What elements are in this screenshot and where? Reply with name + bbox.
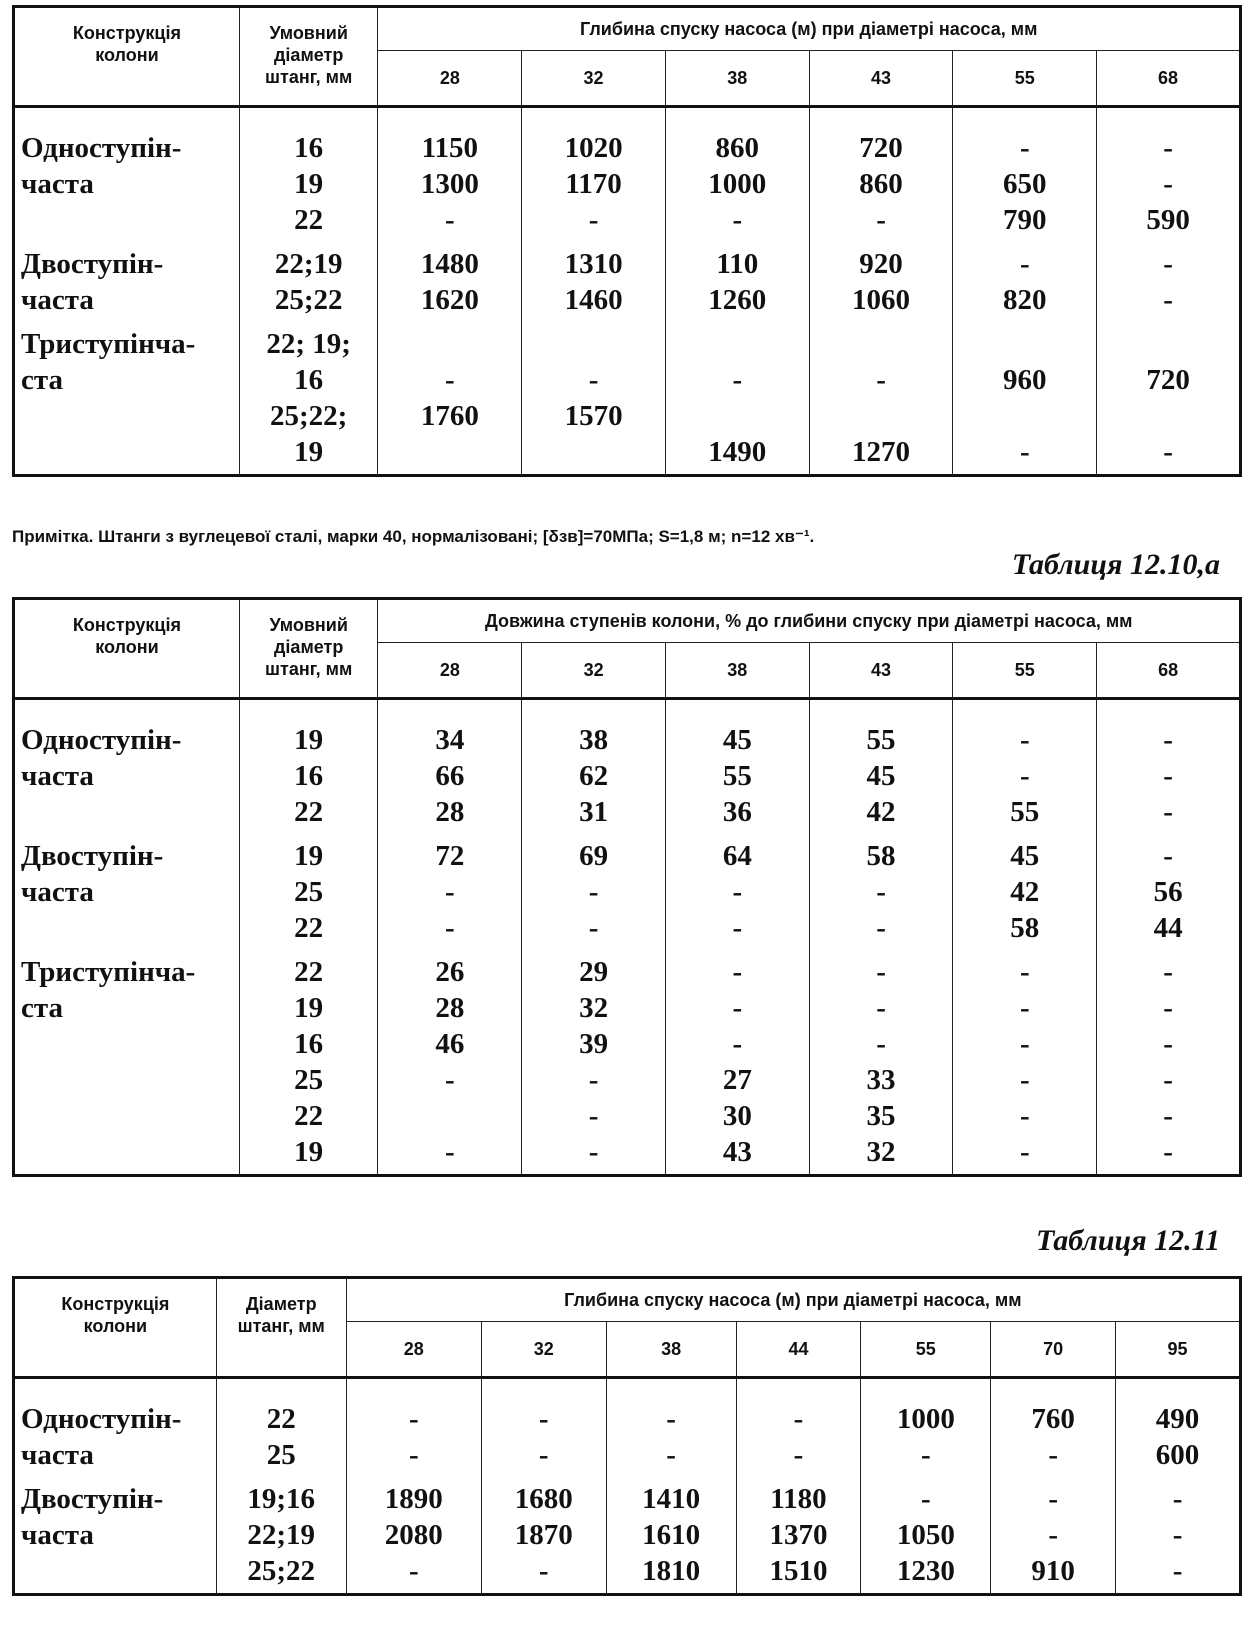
depth-value-cell: - xyxy=(378,1134,522,1176)
depth-value-cell xyxy=(665,318,809,362)
depth-value-cell: 490 xyxy=(1116,1378,1241,1438)
depth-value-cell: - xyxy=(953,699,1097,759)
depth-value-cell: 64 xyxy=(665,830,809,874)
depth-value-cell: - xyxy=(665,1026,809,1062)
depth-value-cell: 110 xyxy=(665,238,809,282)
depth-value-cell: 34 xyxy=(378,699,522,759)
depth-value-cell: - xyxy=(1097,166,1241,202)
pump-diameter-header: 55 xyxy=(953,643,1097,699)
depth-value-cell: 1610 xyxy=(606,1517,736,1553)
depth-value-cell: 42 xyxy=(953,874,1097,910)
construct-cell: Триступінча- xyxy=(14,318,240,362)
construct-cell xyxy=(14,1134,240,1176)
pump-diameter-header: 43 xyxy=(809,643,953,699)
depth-value-cell: 590 xyxy=(1097,202,1241,238)
rod-diameter-cell: 19 xyxy=(239,830,378,874)
rod-diameter-cell: 19;16 xyxy=(216,1473,346,1517)
depth-value-cell: 72 xyxy=(378,830,522,874)
table-row xyxy=(14,166,1241,202)
table-row xyxy=(14,794,1241,830)
depth-value-cell: 1300 xyxy=(378,166,522,202)
depth-value-cell xyxy=(522,318,666,362)
depth-value-cell: - xyxy=(1097,1062,1241,1098)
depth-value-cell: 920 xyxy=(809,238,953,282)
depth-value-cell: 1490 xyxy=(665,434,809,476)
construct-header-line: колони xyxy=(95,45,159,65)
depth-value-cell: - xyxy=(522,1098,666,1134)
depth-value-cell: - xyxy=(1097,990,1241,1026)
depth-value-cell: 45 xyxy=(953,830,1097,874)
depth-value-cell: 1480 xyxy=(378,238,522,282)
depth-value-cell: 760 xyxy=(991,1378,1116,1438)
rod-diameter-cell: 19 xyxy=(239,1134,378,1176)
depth-value-cell: 39 xyxy=(522,1026,666,1062)
depth-value-cell: 1260 xyxy=(665,282,809,318)
depth-value-cell: 26 xyxy=(378,946,522,990)
construct-header-line: колони xyxy=(95,637,159,657)
depth-value-cell: - xyxy=(1097,699,1241,759)
depth-value-cell xyxy=(378,1098,522,1134)
depth-value-cell: 1060 xyxy=(809,282,953,318)
depth-value-cell: 45 xyxy=(665,699,809,759)
depth-value-cell: 58 xyxy=(809,830,953,874)
depth-value-cell: 32 xyxy=(522,990,666,1026)
depth-value-cell: 1870 xyxy=(481,1517,606,1553)
table-row xyxy=(14,1378,1241,1438)
depth-value-cell: - xyxy=(378,202,522,238)
rod-diameter-cell: 22 xyxy=(239,910,378,946)
table-row xyxy=(14,434,1241,476)
depth-value-cell: 31 xyxy=(522,794,666,830)
depth-value-cell: 33 xyxy=(809,1062,953,1098)
depth-value-cell: - xyxy=(522,910,666,946)
rod-diameter-cell: 16 xyxy=(239,362,378,398)
depth-value-cell: - xyxy=(1116,1553,1241,1595)
construct-cell: Одноступін- xyxy=(14,699,240,759)
depth-value-cell: - xyxy=(346,1437,481,1473)
depth-value-cell: 1620 xyxy=(378,282,522,318)
pump-diameter-header: 38 xyxy=(665,51,809,107)
depth-value-cell: - xyxy=(665,362,809,398)
table-row xyxy=(14,1026,1241,1062)
depth-value-cell: 36 xyxy=(665,794,809,830)
stage-length-table-12-10a xyxy=(12,597,1242,1177)
depth-value-cell: - xyxy=(1097,107,1241,167)
depth-value-cell: - xyxy=(953,1062,1097,1098)
depth-value-cell xyxy=(953,398,1097,434)
depth-value-cell xyxy=(522,434,666,476)
table-row xyxy=(14,282,1241,318)
depth-value-cell: 1270 xyxy=(809,434,953,476)
construct-header xyxy=(14,599,240,699)
depth-table-12-10 xyxy=(12,5,1242,477)
depth-value-cell: - xyxy=(665,874,809,910)
depth-value-cell: - xyxy=(1097,1098,1241,1134)
construct-header-line: Конструкція xyxy=(72,23,181,43)
table-row xyxy=(14,1437,1241,1473)
depth-value-cell: - xyxy=(665,946,809,990)
depth-value-cell: 38 xyxy=(522,699,666,759)
depth-value-cell: 910 xyxy=(991,1553,1116,1595)
depth-value-cell: - xyxy=(953,107,1097,167)
rod-diameter-header-line: штанг, мм xyxy=(265,659,353,679)
table-row xyxy=(14,758,1241,794)
depth-value-cell: 66 xyxy=(378,758,522,794)
rod-diameter-header xyxy=(216,1278,346,1378)
pump-diameter-header: 38 xyxy=(665,643,809,699)
depth-value-cell: 1180 xyxy=(736,1473,861,1517)
table-row xyxy=(14,202,1241,238)
depth-value-cell: - xyxy=(1097,1134,1241,1176)
rod-diameter-cell: 19 xyxy=(239,699,378,759)
construct-header xyxy=(14,7,240,107)
pump-diameter-header: 28 xyxy=(346,1322,481,1378)
pump-diameter-header: 32 xyxy=(481,1322,606,1378)
depth-value-cell: - xyxy=(378,1062,522,1098)
depth-value-cell: 55 xyxy=(665,758,809,794)
construct-cell xyxy=(14,794,240,830)
depth-value-cell: - xyxy=(809,1026,953,1062)
depth-value-cell: - xyxy=(861,1473,991,1517)
depth-value-cell xyxy=(665,398,809,434)
depth-value-cell: 1510 xyxy=(736,1553,861,1595)
pump-diameter-header: 32 xyxy=(522,51,666,107)
table-row xyxy=(14,910,1241,946)
depth-value-cell xyxy=(953,318,1097,362)
construct-cell: часта xyxy=(14,1517,217,1553)
construct-header xyxy=(14,1278,217,1378)
construct-cell: ста xyxy=(14,990,240,1026)
rod-diameter-header-line: діаметр xyxy=(274,45,344,65)
depth-value-cell: - xyxy=(522,874,666,910)
construct-header-line: Конструкція xyxy=(72,615,181,635)
construct-cell: часта xyxy=(14,166,240,202)
depth-value-cell: - xyxy=(522,362,666,398)
pump-diameter-group-header: Довжина ступенів колони, % до глибини спуску при діаметрі насоса, мм xyxy=(378,599,1241,643)
depth-value-cell: - xyxy=(1097,282,1241,318)
depth-value-cell: 1890 xyxy=(346,1473,481,1517)
depth-value-cell: - xyxy=(861,1437,991,1473)
rod-diameter-cell: 22; 19; xyxy=(239,318,378,362)
depth-value-cell: - xyxy=(953,946,1097,990)
depth-value-cell: 55 xyxy=(953,794,1097,830)
depth-value-cell: 720 xyxy=(809,107,953,167)
table-row xyxy=(14,946,1241,990)
rod-diameter-cell: 22 xyxy=(216,1378,346,1438)
depth-value-cell: 46 xyxy=(378,1026,522,1062)
depth-value-cell: 27 xyxy=(665,1062,809,1098)
rod-diameter-header-line: діаметр xyxy=(274,637,344,657)
depth-value-cell: 28 xyxy=(378,794,522,830)
pump-diameter-header: 70 xyxy=(991,1322,1116,1378)
depth-value-cell: - xyxy=(522,1134,666,1176)
rod-diameter-cell: 16 xyxy=(239,1026,378,1062)
depth-value-cell: - xyxy=(809,874,953,910)
pump-diameter-header: 68 xyxy=(1097,51,1241,107)
construct-cell: часта xyxy=(14,758,240,794)
depth-value-cell: - xyxy=(953,1098,1097,1134)
rod-diameter-header-line: штанг, мм xyxy=(237,1316,325,1336)
pump-diameter-group-header: Глибина спуску насоса (м) при діаметрі насоса, мм xyxy=(346,1278,1240,1322)
depth-value-cell: 1680 xyxy=(481,1473,606,1517)
construct-header-line: Конструкція xyxy=(61,1294,170,1314)
table-row xyxy=(14,1062,1241,1098)
rod-diameter-cell: 22 xyxy=(239,946,378,990)
depth-value-cell: 1050 xyxy=(861,1517,991,1553)
pump-diameter-header: 95 xyxy=(1116,1322,1241,1378)
rod-diameter-header xyxy=(239,7,378,107)
depth-value-cell: - xyxy=(1097,238,1241,282)
depth-value-cell: 960 xyxy=(953,362,1097,398)
table-row xyxy=(14,874,1241,910)
depth-value-cell: - xyxy=(1097,434,1241,476)
pump-diameter-header: 32 xyxy=(522,643,666,699)
depth-value-cell xyxy=(378,318,522,362)
depth-value-cell xyxy=(1097,318,1241,362)
depth-value-cell: 1410 xyxy=(606,1473,736,1517)
depth-value-cell: - xyxy=(1097,830,1241,874)
rod-diameter-cell: 22 xyxy=(239,1098,378,1134)
depth-value-cell: - xyxy=(736,1378,861,1438)
depth-value-cell: - xyxy=(809,910,953,946)
depth-value-cell xyxy=(809,398,953,434)
table-row xyxy=(14,990,1241,1026)
table-row xyxy=(14,238,1241,282)
depth-value-cell: 1000 xyxy=(861,1378,991,1438)
depth-value-cell: 55 xyxy=(809,699,953,759)
depth-value-cell: - xyxy=(953,758,1097,794)
depth-table-12-11 xyxy=(12,1276,1242,1596)
depth-value-cell: - xyxy=(991,1517,1116,1553)
table-note: Примітка. Штанги з вуглецевої сталі, марки 40, нормалізовані; [δзв]=70МПа; S=1,8 м; n=12 хв⁻¹. xyxy=(12,527,815,546)
pump-diameter-header: 28 xyxy=(378,51,522,107)
table-caption-12-10a: Таблиця 12.10,а xyxy=(1011,548,1220,581)
pump-diameter-header: 55 xyxy=(861,1322,991,1378)
depth-value-cell: - xyxy=(953,434,1097,476)
table-row xyxy=(14,699,1241,759)
depth-value-cell xyxy=(809,318,953,362)
depth-value-cell: - xyxy=(665,910,809,946)
depth-value-cell xyxy=(378,434,522,476)
depth-value-cell: - xyxy=(606,1437,736,1473)
construct-cell xyxy=(14,398,240,434)
rod-diameter-cell: 19 xyxy=(239,434,378,476)
depth-value-cell: - xyxy=(481,1553,606,1595)
pump-diameter-group-header: Глибина спуску насоса (м) при діаметрі насоса, мм xyxy=(378,7,1241,51)
rod-diameter-cell: 19 xyxy=(239,166,378,202)
construct-cell: Двоступін- xyxy=(14,238,240,282)
depth-value-cell: 1570 xyxy=(522,398,666,434)
depth-value-cell: 43 xyxy=(665,1134,809,1176)
depth-value-cell: - xyxy=(809,362,953,398)
depth-value-cell xyxy=(1097,398,1241,434)
depth-value-cell: - xyxy=(1097,794,1241,830)
construct-cell xyxy=(14,434,240,476)
depth-value-cell: 860 xyxy=(809,166,953,202)
depth-value-cell: - xyxy=(991,1437,1116,1473)
depth-value-cell: - xyxy=(809,946,953,990)
table-row xyxy=(14,318,1241,362)
depth-value-cell: - xyxy=(522,1062,666,1098)
depth-value-cell: - xyxy=(606,1378,736,1438)
depth-value-cell: - xyxy=(346,1378,481,1438)
depth-value-cell: - xyxy=(809,202,953,238)
construct-cell xyxy=(14,1098,240,1134)
depth-value-cell: 1370 xyxy=(736,1517,861,1553)
depth-value-cell: 1170 xyxy=(522,166,666,202)
depth-value-cell: - xyxy=(481,1437,606,1473)
rod-diameter-cell: 22;19 xyxy=(216,1517,346,1553)
rod-diameter-cell: 25 xyxy=(239,1062,378,1098)
depth-value-cell: - xyxy=(1116,1473,1241,1517)
rod-diameter-cell: 25;22 xyxy=(216,1553,346,1595)
rod-diameter-cell: 22 xyxy=(239,794,378,830)
depth-value-cell: - xyxy=(1097,758,1241,794)
pump-diameter-header: 68 xyxy=(1097,643,1241,699)
table-row xyxy=(14,107,1241,167)
construct-cell xyxy=(14,1553,217,1595)
table-row xyxy=(14,830,1241,874)
table-row xyxy=(14,1473,1241,1517)
rod-diameter-header-line: Умовний xyxy=(269,23,348,43)
depth-value-cell: 42 xyxy=(809,794,953,830)
rod-diameter-cell: 16 xyxy=(239,758,378,794)
pump-diameter-header: 55 xyxy=(953,51,1097,107)
construct-cell: Двоступін- xyxy=(14,830,240,874)
depth-value-cell: 600 xyxy=(1116,1437,1241,1473)
depth-value-cell: 820 xyxy=(953,282,1097,318)
construct-cell xyxy=(14,202,240,238)
rod-diameter-header-line: штанг, мм xyxy=(265,67,353,87)
pump-diameter-header: 43 xyxy=(809,51,953,107)
depth-value-cell: 1020 xyxy=(522,107,666,167)
depth-value-cell: - xyxy=(953,238,1097,282)
depth-value-cell: - xyxy=(809,990,953,1026)
depth-value-cell: 32 xyxy=(809,1134,953,1176)
construct-cell: Двоступін- xyxy=(14,1473,217,1517)
depth-value-cell: 2080 xyxy=(346,1517,481,1553)
depth-value-cell: - xyxy=(953,1134,1097,1176)
depth-value-cell: 58 xyxy=(953,910,1097,946)
construct-cell: ста xyxy=(14,362,240,398)
depth-value-cell: 56 xyxy=(1097,874,1241,910)
depth-value-cell: - xyxy=(953,990,1097,1026)
depth-value-cell: 790 xyxy=(953,202,1097,238)
depth-value-cell: 44 xyxy=(1097,910,1241,946)
depth-value-cell: - xyxy=(953,1026,1097,1062)
depth-value-cell: 28 xyxy=(378,990,522,1026)
construct-cell xyxy=(14,1062,240,1098)
rod-diameter-cell: 25 xyxy=(216,1437,346,1473)
pump-diameter-header: 38 xyxy=(606,1322,736,1378)
depth-value-cell: 1000 xyxy=(665,166,809,202)
construct-cell: Триступінча- xyxy=(14,946,240,990)
construct-cell: Одноступін- xyxy=(14,107,240,167)
depth-value-cell: - xyxy=(378,362,522,398)
depth-value-cell: 35 xyxy=(809,1098,953,1134)
rod-diameter-cell: 22 xyxy=(239,202,378,238)
depth-value-cell: 62 xyxy=(522,758,666,794)
depth-value-cell: - xyxy=(378,874,522,910)
depth-value-cell: 1230 xyxy=(861,1553,991,1595)
table-row xyxy=(14,1553,1241,1595)
depth-value-cell: - xyxy=(522,202,666,238)
depth-value-cell: - xyxy=(1116,1517,1241,1553)
depth-value-cell: 1150 xyxy=(378,107,522,167)
depth-value-cell: - xyxy=(991,1473,1116,1517)
depth-value-cell: 1810 xyxy=(606,1553,736,1595)
construct-cell xyxy=(14,1026,240,1062)
depth-value-cell: - xyxy=(665,202,809,238)
table-row xyxy=(14,1134,1241,1176)
construct-cell xyxy=(14,910,240,946)
table-caption-12-11: Таблиця 12.11 xyxy=(1035,1224,1220,1257)
table-row xyxy=(14,362,1241,398)
depth-value-cell: 45 xyxy=(809,758,953,794)
rod-diameter-cell: 25;22; xyxy=(239,398,378,434)
table-row xyxy=(14,398,1241,434)
rod-diameter-cell: 22;19 xyxy=(239,238,378,282)
depth-value-cell: - xyxy=(1097,1026,1241,1062)
depth-value-cell: - xyxy=(1097,946,1241,990)
construct-header-line: колони xyxy=(83,1316,148,1336)
depth-value-cell: 860 xyxy=(665,107,809,167)
table-row xyxy=(14,1517,1241,1553)
rod-diameter-cell: 16 xyxy=(239,107,378,167)
rod-diameter-cell: 19 xyxy=(239,990,378,1026)
depth-value-cell: 29 xyxy=(522,946,666,990)
depth-value-cell: 1760 xyxy=(378,398,522,434)
construct-cell: часта xyxy=(14,282,240,318)
construct-cell: часта xyxy=(14,1437,217,1473)
table-row xyxy=(14,1098,1241,1134)
depth-value-cell: - xyxy=(665,990,809,1026)
depth-value-cell: 69 xyxy=(522,830,666,874)
depth-value-cell: - xyxy=(378,910,522,946)
construct-cell: часта xyxy=(14,874,240,910)
rod-diameter-header-line: Умовний xyxy=(269,615,348,635)
rod-diameter-header-line: Діаметр xyxy=(245,1294,317,1314)
depth-value-cell: 720 xyxy=(1097,362,1241,398)
depth-value-cell: 30 xyxy=(665,1098,809,1134)
depth-value-cell: - xyxy=(481,1378,606,1438)
pump-diameter-header: 44 xyxy=(736,1322,861,1378)
depth-value-cell: - xyxy=(346,1553,481,1595)
depth-value-cell: 1460 xyxy=(522,282,666,318)
pump-diameter-header: 28 xyxy=(378,643,522,699)
depth-value-cell: 1310 xyxy=(522,238,666,282)
rod-diameter-cell: 25;22 xyxy=(239,282,378,318)
depth-value-cell: 650 xyxy=(953,166,1097,202)
construct-cell: Одноступін- xyxy=(14,1378,217,1438)
rod-diameter-header xyxy=(239,599,378,699)
rod-diameter-cell: 25 xyxy=(239,874,378,910)
depth-value-cell: - xyxy=(736,1437,861,1473)
